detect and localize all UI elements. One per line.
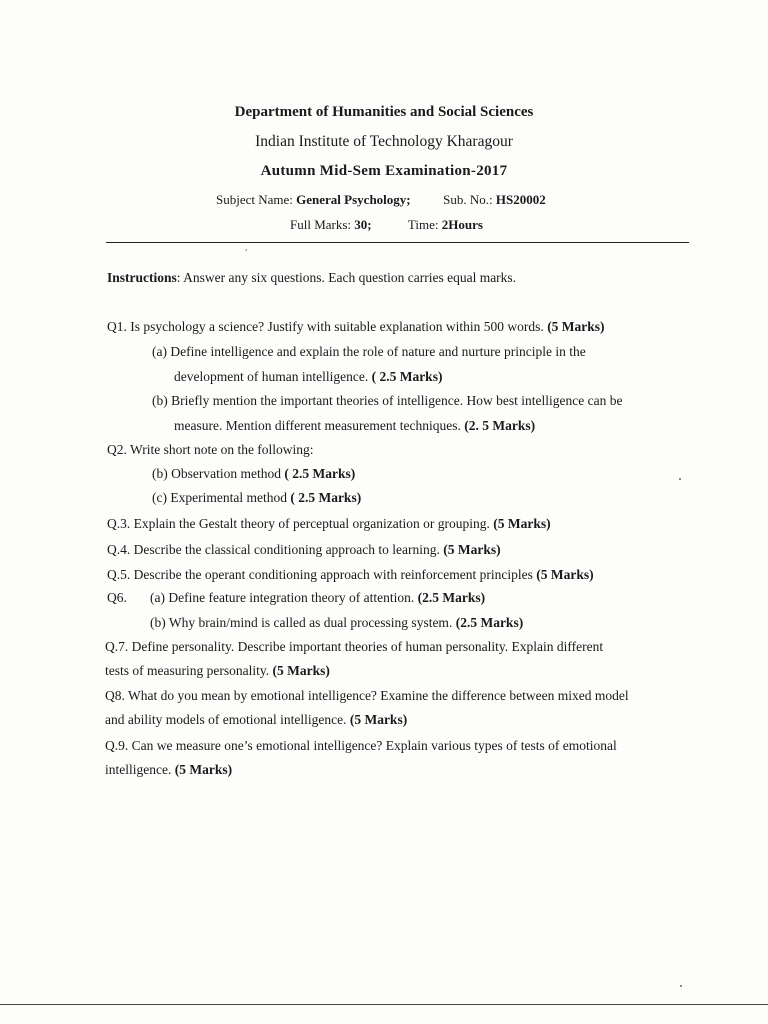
instructions (107, 270, 516, 286)
question-3: Q.3. Explain the Gestalt theory of perceptual organization or grouping. (5 Marks) (107, 516, 551, 531)
question-6-number: Q6. (107, 590, 127, 605)
question-9-line-1: Q.9. Can we measure one’s emotional intelligence? Explain various types of tests of emotional (105, 738, 617, 753)
subject-line (216, 192, 546, 208)
question-9-line-2: intelligence. (5 Marks) (105, 762, 233, 777)
question-2: Q2. Write short note on the following: (107, 442, 314, 457)
subject-value: General Psychology; (296, 192, 411, 207)
subno-label: Sub. No.: (443, 192, 493, 207)
marks-time-line (290, 217, 483, 233)
instructions-text: : Answer any six questions. Each question carries equal marks. (176, 270, 517, 285)
question-2c: (c) Experimental method ( 2.5 Marks) (152, 490, 362, 505)
question-6a: (a) Define feature integration theory of attention. (2.5 Marks) (150, 590, 486, 605)
full-marks-value: 30; (354, 217, 372, 232)
question-6b: (b) Why brain/mind is called as dual processing system. (2.5 Marks) (150, 615, 524, 630)
subno-value: HS20002 (495, 192, 546, 207)
question-8-line-2: and ability models of emotional intelligence. (5 Marks) (105, 712, 408, 727)
department-heading: Department of Humanities and Social Sciences (234, 104, 534, 120)
question-7-line-2: tests of measuring personality. (5 Marks) (105, 663, 330, 678)
question-8-line-1: Q8. What do you mean by emotional intelligence? Examine the difference between mixed model (105, 688, 629, 703)
stray-mark: , (245, 242, 248, 252)
header-divider (106, 242, 689, 243)
instructions-label: Instructions (107, 270, 177, 285)
question-1a-line-2: development of human intelligence. ( 2.5 Marks) (174, 369, 443, 384)
question-4: Q.4. Describe the classical conditioning approach to learning. (5 Marks) (107, 542, 501, 557)
scan-speck (679, 478, 681, 480)
scan-edge-line (0, 1004, 768, 1005)
scan-speck (680, 985, 682, 987)
time-value: 2Hours (441, 217, 483, 232)
question-5: Q.5. Describe the operant conditioning approach with reinforcement principles (5 Marks) (107, 567, 594, 582)
question-7-line-1: Q.7. Define personality. Describe important theories of human personality. Explain different (105, 639, 604, 654)
institute-name: Indian Institute of Technology Kharagour (255, 133, 513, 150)
full-marks-label: Full Marks: (290, 217, 352, 232)
question-1: Q1. Is psychology a science? Justify with suitable explanation within 500 words. (5 Marks) (107, 319, 605, 334)
question-1b-line-2: measure. Mention different measurement techniques. (2. 5 Marks) (174, 418, 536, 433)
question-1a-line-1: (a) Define intelligence and explain the role of nature and nurture principle in the (152, 344, 586, 359)
exam-title: Autumn Mid-Sem Examination-2017 (260, 163, 508, 179)
subject-label: Subject Name: (216, 192, 293, 207)
question-1b-line-1: (b) Briefly mention the important theories of intelligence. How best intelligence can be (152, 393, 623, 408)
time-label: Time: (407, 217, 439, 232)
question-2b: (b) Observation method ( 2.5 Marks) (152, 466, 356, 481)
